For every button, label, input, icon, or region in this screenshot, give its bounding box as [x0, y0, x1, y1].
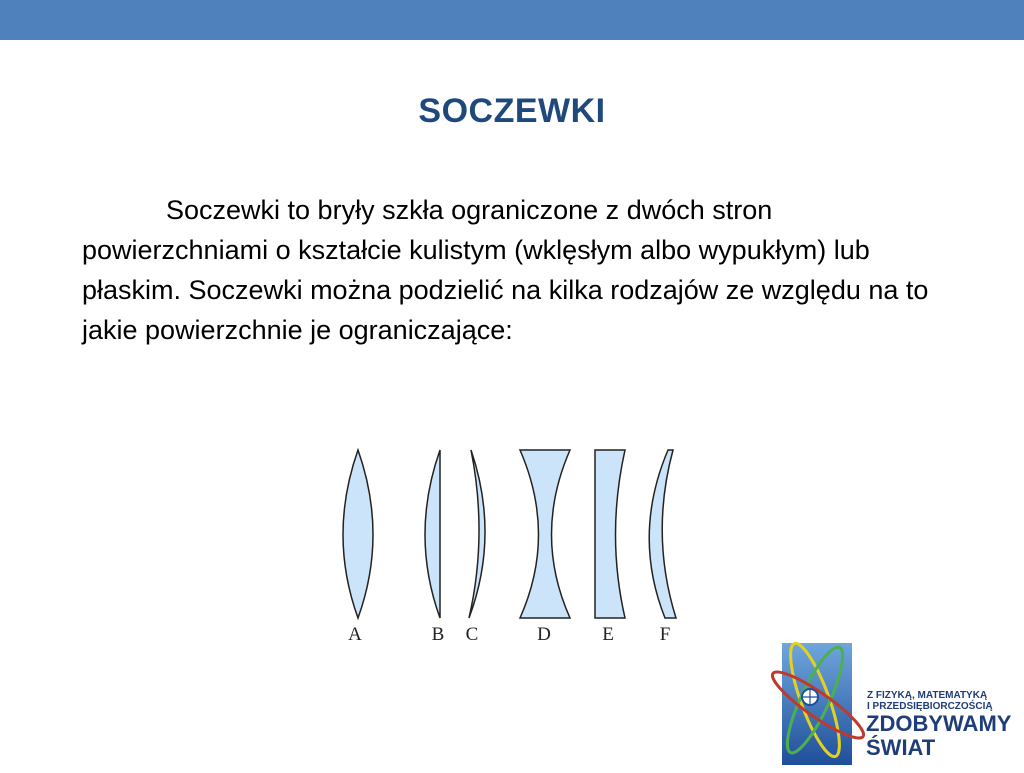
logo-wordmark-line2: ŚWIAT — [866, 735, 936, 760]
logo-tagline — [867, 690, 993, 712]
logo-tagline-line1: Z FIZYKĄ, MATEMATYKĄ — [867, 690, 988, 701]
lens-label-f: F — [659, 624, 671, 645]
slide-title: SOCZEWKI — [418, 92, 606, 130]
lens-e-plano-concave — [595, 450, 625, 618]
lens-label-d: D — [537, 624, 551, 645]
lens-b-plano-convex — [425, 450, 440, 618]
lens-c-meniscus — [469, 450, 485, 618]
lens-f-meniscus — [649, 450, 676, 618]
logo-tagline-line2: I PRZEDSIĘBIORCZOŚCIĄ — [867, 701, 993, 712]
logo-wordmark — [866, 712, 1011, 760]
lens-label-c: C — [465, 624, 479, 645]
top-accent-bar — [0, 0, 1024, 40]
lens-label-a: A — [348, 624, 362, 645]
lens-label-b: B — [431, 624, 445, 645]
lens-label-e: E — [602, 624, 614, 645]
lens-a-biconvex — [343, 450, 373, 618]
lens-d-biconcave — [520, 450, 570, 618]
lens-types-figure — [330, 440, 690, 650]
slide-body-text: Soczewki to bryły szkła ograniczone z dwóch stron powierzchniami o kształcie kulistym (wklęsłym albo wypukłym) lub płaskim. Soczewki można podzielić na kilka rodzajów ze względu na to jakie powierzchnie je ograniczające: — [82, 195, 929, 345]
logo-wordmark-line1: ZDOBYWAMY — [866, 711, 1012, 736]
